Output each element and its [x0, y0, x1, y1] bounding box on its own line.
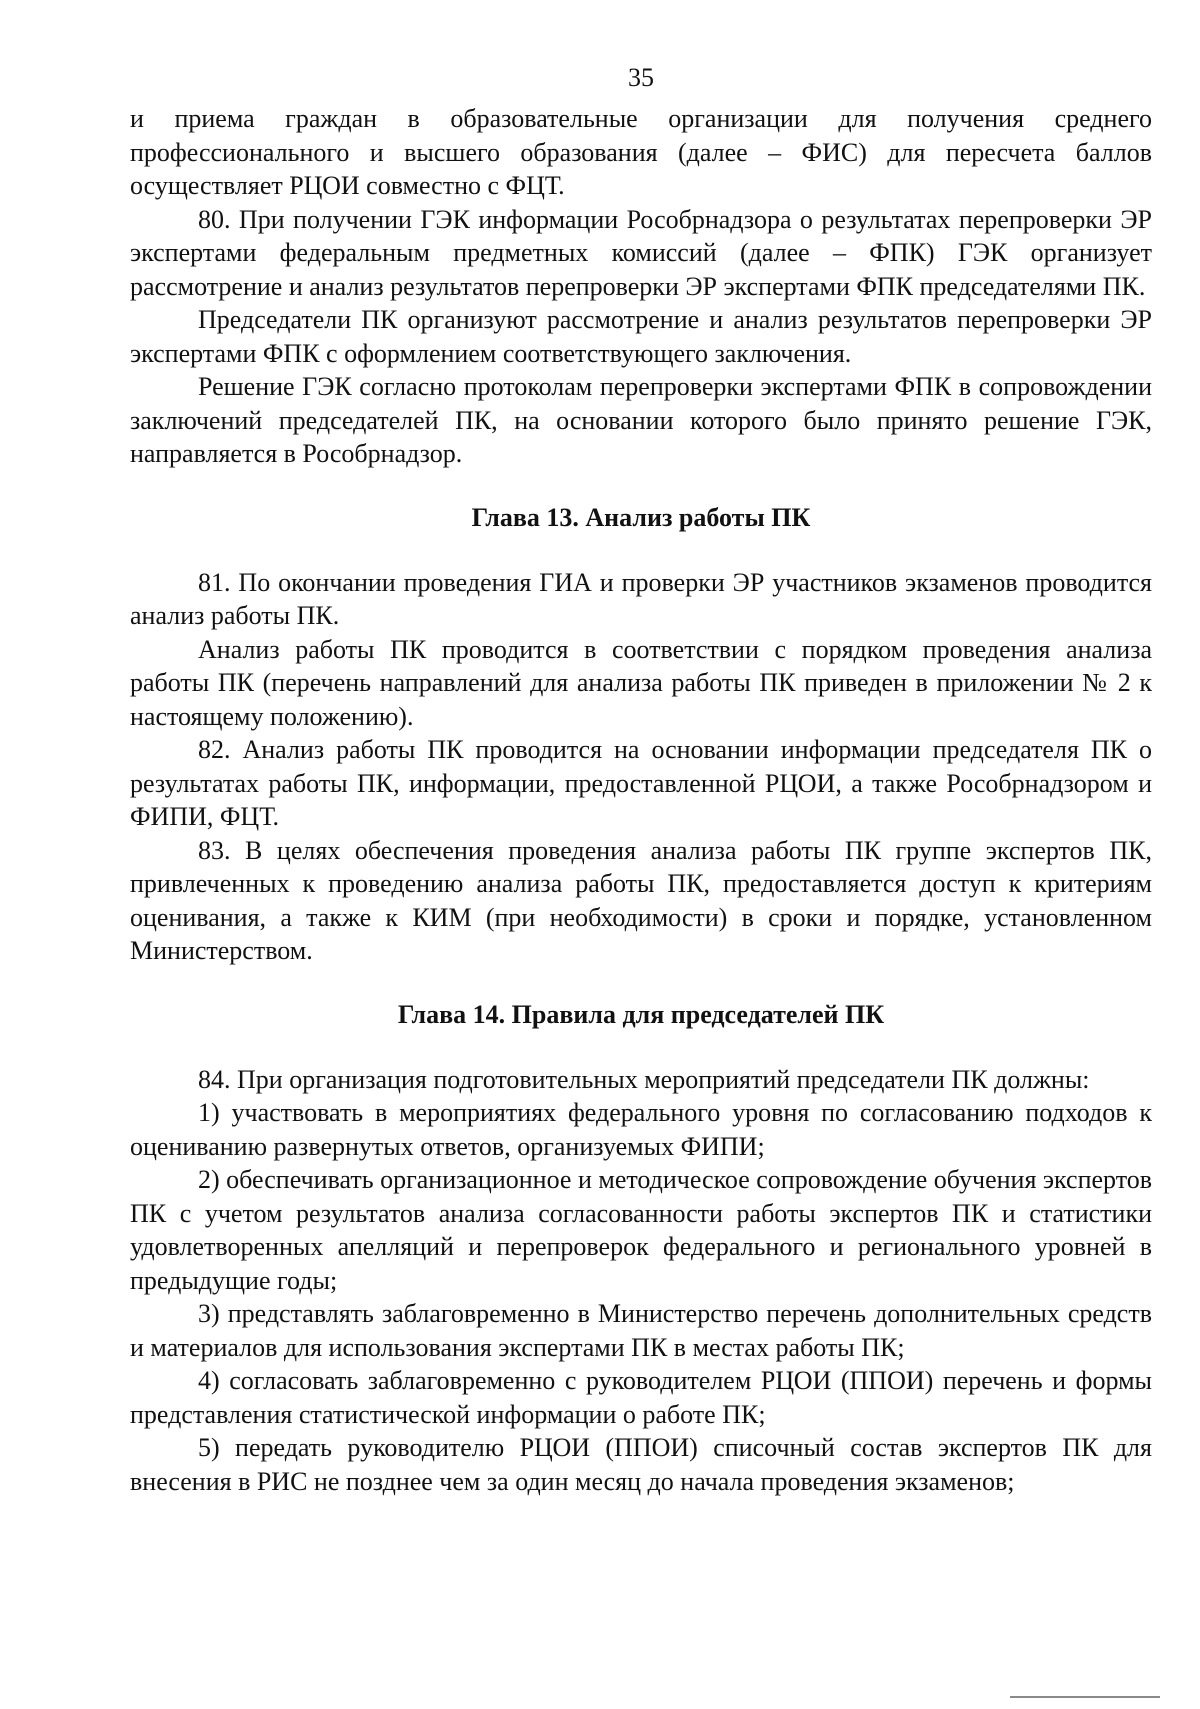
chapter-13-heading: Глава 13. Анализ работы ПК	[471, 502, 811, 532]
paragraph-82: 82. Анализ работы ПК проводится на основании информации председателя ПК о результатах работы ПК, информации, предоставленной РЦОИ, а также Рособрнадзором и ФИПИ, ФЦТ.	[130, 735, 1152, 831]
page-number: 35	[628, 63, 654, 92]
list-item-1: 1) участвовать в мероприятиях федерального уровня по согласованию подходов к оцениванию развернутых ответов, организуемых ФИПИ;	[130, 1098, 1152, 1161]
paragraph-80: 80. При получении ГЭК информации Рособрнадзора о результатах перепроверки ЭР экспертами федеральным предметных комиссий (далее – ФПК) ГЭК организует рассмотрение и анализ результатов перепроверки ЭР экспертами ФПК председателями ПК.	[130, 204, 1152, 301]
paragraph-83: 83. В целях обеспечения проведения анализа работы ПК группе экспертов ПК, привлеченных к проведению анализа работы ПК, предоставляется доступ к критериям оценивания, а также к КИМ (при необходимости) в сроки и порядке, установленном Министерством.	[130, 835, 1152, 965]
list-item-5: 5) передать руководителю РЦОИ (ППОИ) списочный состав экспертов ПК для внесения в РИС не позднее чем за один месяц до начала проведения экзаменов;	[130, 1433, 1152, 1496]
paragraph-81: 81. По окончании проведения ГИА и проверки ЭР участников экзаменов проводится анализ работы ПК.	[130, 567, 1152, 630]
list-item-4: 4) согласовать заблаговременно с руководителем РЦОИ (ППОИ) перечень и формы представления статистической информации о работе ПК;	[130, 1366, 1152, 1429]
paragraph-continuation: и приема граждан в образовательные организации для получения среднего профессионального и высшего образования (далее – ФИС) для пересчета баллов осуществляет РЦОИ совместно с ФЦТ.	[130, 104, 1152, 200]
paragraph-gek-decision: Решение ГЭК согласно протоколам перепроверки экспертами ФПК в сопровождении заключений председателей ПК, на основании которого было принято решение ГЭК, направляется в Рособрнадзор.	[130, 372, 1152, 468]
scan-artifact-line	[1010, 1696, 1160, 1698]
chapter-14-heading: Глава 14. Правила для председателей ПК	[397, 999, 885, 1029]
paragraph-84: 84. При организация подготовительных мероприятий председатели ПК должны:	[198, 1064, 1090, 1094]
paragraph-chairs-review: Председатели ПК организуют рассмотрение и анализ результатов перепроверки ЭР экспертами ФПК с оформлением соответствующего заключения.	[130, 305, 1152, 368]
paragraph-analysis-order: Анализ работы ПК проводится в соответствии с порядком проведения анализа работы ПК (перечень направлений для анализа работы ПК приведен в приложении № 2 к настоящему положению).	[130, 634, 1152, 731]
list-item-2: 2) обеспечивать организационное и методическое сопровождение обучения экспертов ПК с учетом результатов анализа согласованности работы экспертов ПК и статистики удовлетворенных апелляций и перепроверок федерального и регионального уровней в предыдущие годы;	[130, 1165, 1152, 1295]
list-item-3: 3) представлять заблаговременно в Министерство перечень дополнительных средств и материалов для использования экспертами ПК в местах работы ПК;	[130, 1299, 1152, 1362]
document-page	[130, 58, 1152, 1658]
